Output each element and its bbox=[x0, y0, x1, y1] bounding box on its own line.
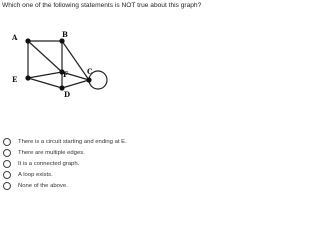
node-label-A: A bbox=[12, 33, 18, 42]
node-label-B: B bbox=[62, 30, 68, 39]
question-text: Which one of the following statements is NOT true about this graph? bbox=[2, 2, 202, 9]
option-label: There is a circuit starting and ending at E. bbox=[18, 139, 127, 145]
edge-E-F bbox=[28, 72, 62, 78]
node-label-F: F bbox=[63, 70, 68, 79]
radio-button[interactable] bbox=[3, 171, 11, 179]
node-A bbox=[25, 38, 30, 43]
radio-button[interactable] bbox=[3, 160, 11, 168]
edge-E-D bbox=[28, 78, 62, 88]
option-label: None of the above. bbox=[18, 183, 68, 189]
radio-button[interactable] bbox=[3, 182, 11, 190]
node-E bbox=[25, 75, 30, 80]
option-label: It is a connected graph. bbox=[18, 161, 80, 167]
node-label-C: C bbox=[87, 67, 93, 76]
option-label: There are multiple edges. bbox=[18, 150, 85, 156]
edge-A-F bbox=[28, 41, 62, 72]
option-label: A loop exists. bbox=[18, 172, 53, 178]
option-5[interactable] bbox=[3, 180, 68, 192]
radio-button[interactable] bbox=[3, 138, 11, 146]
graph-diagram bbox=[0, 0, 200, 135]
node-label-D: D bbox=[64, 90, 71, 99]
node-C bbox=[86, 77, 91, 82]
node-B bbox=[59, 38, 64, 43]
radio-button[interactable] bbox=[3, 149, 11, 157]
edge-D-C bbox=[62, 80, 89, 88]
node-label-E: E bbox=[12, 75, 18, 84]
